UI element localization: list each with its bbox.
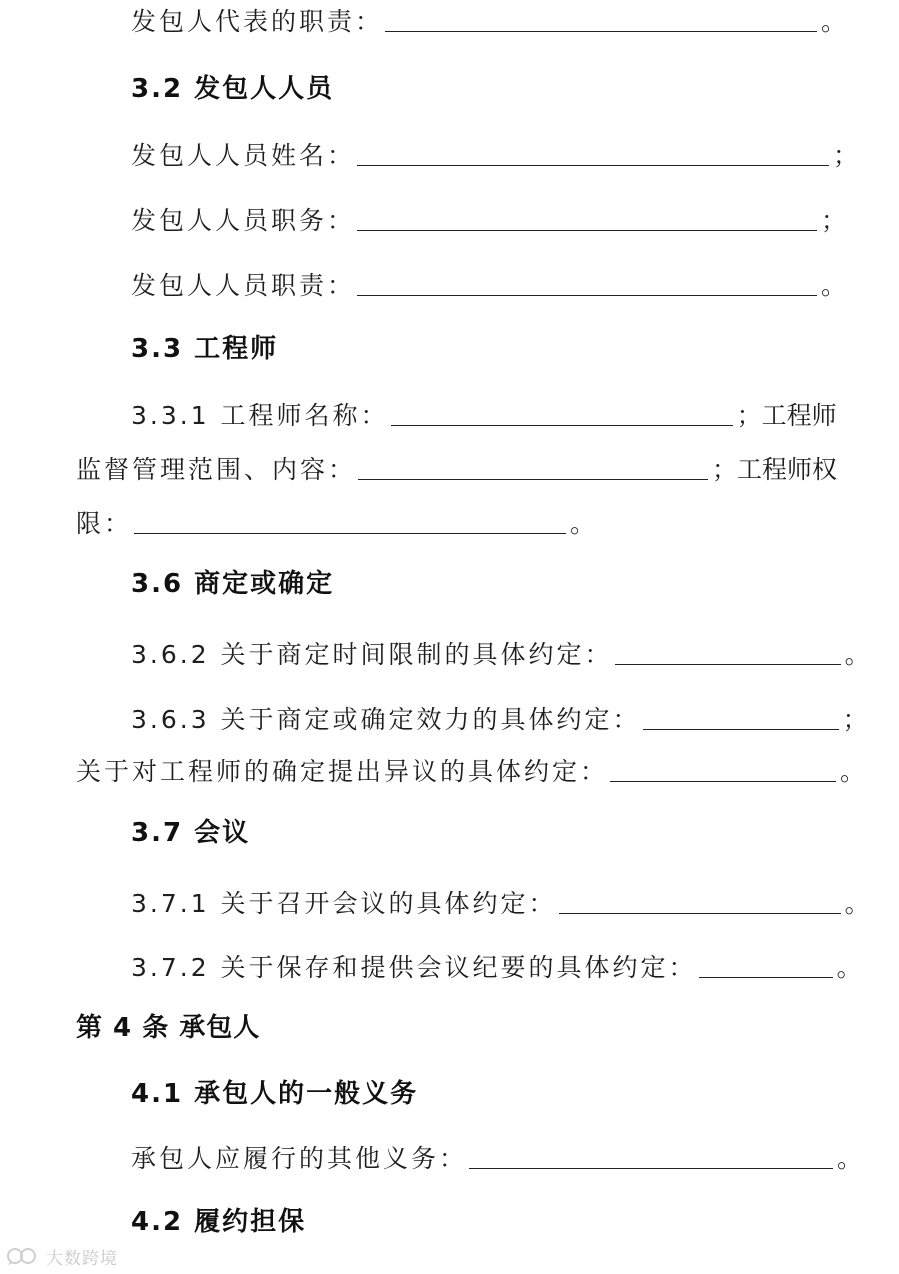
section-heading-3-3: 3.3 工程师 (131, 334, 279, 364)
line-end: 。 (837, 1144, 863, 1173)
line-label: 3.3.1 工程师名称： (131, 401, 389, 430)
line-end: 。 (836, 953, 862, 982)
fill-blank[interactable] (357, 141, 829, 166)
meeting-convening-line (131, 888, 870, 920)
employer-staff-name-line (131, 140, 858, 172)
fill-blank[interactable] (699, 953, 833, 978)
line-end: ； (821, 206, 847, 235)
section-heading-3-7: 3.7 会议 (131, 818, 251, 848)
fill-blank[interactable] (643, 705, 839, 730)
line-label: 发包人人员姓名： (131, 141, 356, 170)
watermark (6, 1243, 118, 1269)
line-end: 。 (844, 889, 870, 918)
line-end: ；工程师 (736, 401, 837, 430)
fill-blank[interactable] (391, 401, 733, 426)
section-heading-3-6: 3.6 商定或确定 (131, 569, 335, 599)
meeting-minutes-line (131, 952, 862, 984)
fill-blank[interactable] (610, 757, 836, 782)
fill-blank[interactable] (357, 271, 817, 296)
line-end: ；工程师权 (712, 455, 838, 484)
fill-blank[interactable] (385, 7, 817, 32)
line-label: 限： (76, 509, 133, 538)
line-end: 。 (570, 509, 596, 538)
employer-staff-duties-line (131, 270, 846, 302)
negotiation-time-limit-line (131, 639, 870, 671)
engineer-objection-line (76, 756, 865, 788)
line-label: 3.6.2 关于商定时间限制的具体约定： (131, 640, 613, 669)
line-label: 3.7.1 关于召开会议的具体约定： (131, 889, 557, 918)
fill-blank[interactable] (559, 889, 841, 914)
section-heading-4-1: 4.1 承包人的一般义务 (131, 1079, 419, 1109)
line-label: 发包人代表的职责： (131, 7, 384, 36)
employer-rep-duties-line (131, 6, 846, 38)
line-label: 发包人人员职务： (131, 206, 356, 235)
line-label: 3.6.3 关于商定或确定效力的具体约定： (131, 705, 641, 734)
line-end: 。 (821, 7, 847, 36)
line-label: 3.7.2 关于保存和提供会议纪要的具体约定： (131, 953, 697, 982)
line-end: 。 (840, 757, 866, 786)
line-end: 。 (844, 640, 870, 669)
fill-blank[interactable] (357, 206, 817, 231)
contractor-other-obligations-line (131, 1143, 862, 1175)
line-end: ； (833, 141, 859, 170)
negotiation-effect-line (131, 704, 868, 736)
line-label: 承包人应履行的其他义务： (131, 1144, 468, 1173)
engineer-name-line (131, 400, 837, 432)
engineer-scope-line (76, 454, 837, 486)
employer-staff-position-line (131, 205, 846, 237)
line-label: 关于对工程师的确定提出异议的具体约定： (76, 757, 609, 786)
engineer-authority-line (76, 508, 595, 540)
chat-bubble-logo-icon (6, 1247, 40, 1265)
line-label: 监督管理范围、内容： (76, 455, 357, 484)
fill-blank[interactable] (358, 455, 708, 480)
section-heading-3-2: 3.2 发包人人员 (131, 74, 335, 104)
fill-blank[interactable] (134, 509, 566, 534)
line-label: 发包人人员职责： (131, 271, 356, 300)
line-end: 。 (821, 271, 847, 300)
line-end: ； (842, 705, 868, 734)
fill-blank[interactable] (469, 1144, 833, 1169)
watermark-text: 大数跨境 (46, 1248, 118, 1269)
section-heading-4-2: 4.2 履约担保 (131, 1207, 307, 1237)
fill-blank[interactable] (615, 640, 841, 665)
article-heading-4: 第 4 条 承包人 (76, 1013, 261, 1043)
